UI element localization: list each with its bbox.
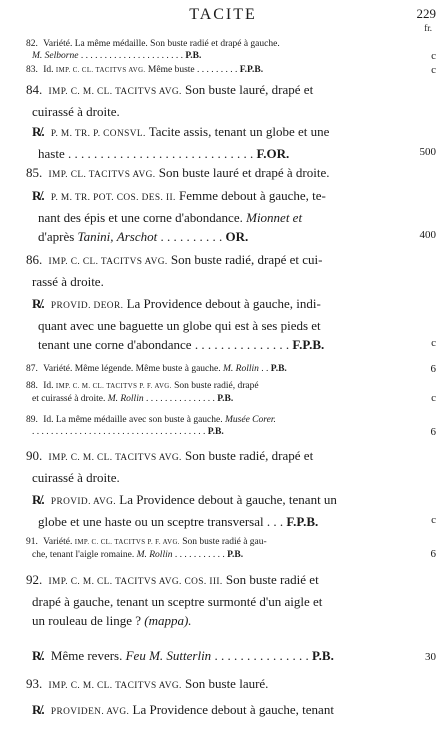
catalogue-entry-e84 xyxy=(26,80,396,121)
reverse-mark: R̸. xyxy=(32,702,45,717)
entry-text: Son buste lauré, drapé et xyxy=(185,82,314,97)
coin-legend: IMP. C. M. CL. TACITVS AVG. xyxy=(48,681,182,691)
collection-name: M. Selborne xyxy=(32,51,79,61)
entry-line xyxy=(32,122,394,144)
page-header xyxy=(0,0,446,34)
reverse-entry-r86 xyxy=(32,294,394,354)
entry-text: quant avec une baguette un globe qui est à ses pieds et xyxy=(38,318,321,333)
collection-name: M. Rollin xyxy=(107,394,144,404)
entry-text: Son buste radié à gau- xyxy=(182,537,267,547)
reverse-entry-r90 xyxy=(32,490,394,531)
entry-line xyxy=(26,80,396,102)
coin-grade: P.B. xyxy=(185,51,202,61)
coin-grade: F.P.B. xyxy=(286,514,319,529)
entry-line xyxy=(32,227,394,246)
entry-number: 87. xyxy=(26,364,38,374)
coin-price: 6 xyxy=(430,426,436,438)
coin-price: c xyxy=(431,64,436,76)
coin-grade: P.B. xyxy=(270,364,287,374)
catalogue-entry-e91 xyxy=(26,536,396,561)
catalogue-entry-e88 xyxy=(26,380,396,405)
coin-price: 30 xyxy=(425,651,436,663)
catalogue-entry-e85 xyxy=(26,163,396,185)
entry-line xyxy=(26,414,396,426)
entry-text: globe et une haste ou un sceptre transversal . . . xyxy=(38,514,284,529)
entry-text: Id. La même médaille avec son buste à gauche. xyxy=(43,415,223,425)
reverse-mark: R̸. xyxy=(32,648,45,663)
entry-text: Même revers. xyxy=(50,648,123,663)
entry-line xyxy=(26,272,396,291)
entry-line xyxy=(26,674,396,696)
coin-grade: P.B. xyxy=(207,427,224,437)
entry-text: Variété. Même légende. Même buste à gauche. xyxy=(43,364,221,374)
entry-text: Son buste lauré et drapé à droite. xyxy=(158,165,330,180)
dot-leader: . . . . . . . . . . . xyxy=(174,550,225,560)
coin-price: 6 xyxy=(430,363,436,375)
entry-line xyxy=(32,646,394,665)
dot-leader: . . . . . . . . . . . . . . . . . . . . . . . . . . . . . xyxy=(67,146,254,161)
entry-line xyxy=(26,592,396,611)
entry-line xyxy=(26,549,396,561)
entry-text: Même buste xyxy=(147,65,195,75)
entry-line xyxy=(26,446,396,468)
coin-grade: F.OR. xyxy=(256,146,290,161)
entry-line xyxy=(32,208,394,227)
entry-text: d'après xyxy=(38,229,75,244)
entry-text: La Providence debout à gauche, indi- xyxy=(126,296,321,311)
coin-legend: IMP. C. CL. TACITVS P. F. AVG. xyxy=(74,539,180,546)
reverse-entry-r93 xyxy=(32,700,394,722)
entry-number: 86. xyxy=(26,252,43,267)
coin-legend: PROVIDEN. AVG. xyxy=(50,707,130,717)
entry-line xyxy=(26,64,396,77)
entry-line xyxy=(26,468,396,487)
entry-line xyxy=(26,163,396,185)
entry-text: cuirassé à droite. xyxy=(32,470,120,485)
coin-legend: IMP. C. CL. TACITVS AVG. xyxy=(48,257,168,267)
page-title: TACITE xyxy=(189,6,257,23)
entry-text: La Providence debout à gauche, tenant un xyxy=(119,492,337,507)
collection-name: M. Rollin xyxy=(223,364,259,374)
entry-number: 88. xyxy=(26,381,38,391)
coin-legend: IMP. CL. TACITVS AVG. xyxy=(48,170,156,180)
dot-leader: . . . . . . . . . . xyxy=(160,229,223,244)
catalogue-entry-e89 xyxy=(26,414,396,438)
entry-number: 93. xyxy=(26,676,43,691)
coin-price: 400 xyxy=(419,229,436,241)
collection-name: Musée Corer. xyxy=(225,415,276,425)
currency-unit: fr. xyxy=(424,23,432,33)
coin-grade: P.B. xyxy=(227,550,244,560)
entry-line xyxy=(32,294,394,316)
collection-name: (mappa). xyxy=(144,613,192,628)
reverse-entry-r84 xyxy=(32,122,394,163)
entry-number: 82. xyxy=(26,39,38,49)
coin-grade: OR. xyxy=(225,229,249,244)
entry-number: 83. xyxy=(26,65,38,75)
coin-legend: IMP. C. M. CL. TACITVS P. F. AVG. xyxy=(55,383,172,390)
coin-price: c xyxy=(431,514,436,526)
coin-legend: IMP. C. M. CL. TACITVS AVG. COS. III. xyxy=(48,577,223,587)
entry-line xyxy=(32,144,394,163)
entry-line xyxy=(32,186,394,208)
dot-leader: . . . . . . . . . . . . . . . xyxy=(214,648,309,663)
coin-legend: PROVID. DEOR. xyxy=(50,301,124,311)
entry-line xyxy=(32,512,394,531)
entry-text: Son buste radié et xyxy=(225,572,319,587)
entry-line xyxy=(32,700,394,722)
entry-number: 92. xyxy=(26,572,43,587)
coin-legend: PROVID. AVG. xyxy=(50,497,117,507)
entry-line xyxy=(26,611,396,630)
coin-grade: F.P.B. xyxy=(239,65,264,75)
dot-leader: . . . . . . . . . . . . . . . xyxy=(194,337,290,352)
entry-line xyxy=(32,335,394,354)
entry-number: 89. xyxy=(26,415,38,425)
entry-text: Son buste radié, drapé xyxy=(174,381,259,391)
catalogue-entry-e86 xyxy=(26,250,396,291)
entry-text: Son buste radié, drapé et xyxy=(185,448,314,463)
entry-text: rassé à droite. xyxy=(32,274,104,289)
entry-line xyxy=(32,316,394,335)
reverse-entry-r92 xyxy=(32,646,394,665)
catalogue-entry-e87 xyxy=(26,363,396,375)
dot-leader: . . . . . . . . . xyxy=(197,65,238,75)
dot-leader: . . . . . . . . . . . . . . . xyxy=(145,394,215,404)
coin-grade: P.B. xyxy=(217,394,234,404)
entry-number: 85. xyxy=(26,165,43,180)
coin-price: c xyxy=(431,50,436,62)
collection-name: Tanini, xyxy=(77,229,114,244)
entry-text: Id. xyxy=(43,65,54,75)
reverse-entry-r85 xyxy=(32,186,394,246)
collection-name: Arschot xyxy=(116,229,158,244)
coin-grade: P.B. xyxy=(311,648,334,663)
catalogue-entry-e93 xyxy=(26,674,396,696)
entry-text: et cuirassé à droite. xyxy=(32,394,106,404)
entry-line xyxy=(32,490,394,512)
entry-text: Tacite assis, tenant un globe et une xyxy=(148,124,330,139)
collection-name: Feu M. Sutterlin xyxy=(125,648,212,663)
entry-text: nant des épis et une corne d'abondance. xyxy=(38,210,243,225)
catalogue-entry-e83 xyxy=(26,64,396,77)
entry-number: 91. xyxy=(26,537,38,547)
dot-leader: . . . . . . . . . . . . . . . . . . . . . . . . . . . . . . . . . . . . . xyxy=(32,427,206,437)
coin-price: 500 xyxy=(419,146,436,158)
entry-line xyxy=(26,50,396,62)
reverse-mark: R̸. xyxy=(32,296,45,311)
reverse-mark: R̸. xyxy=(32,492,45,507)
coin-grade: F.P.B. xyxy=(292,337,325,352)
entry-line xyxy=(26,38,396,50)
entry-line xyxy=(26,250,396,272)
coin-legend: IMP. C. M. CL. TACITVS AVG. xyxy=(48,453,182,463)
entry-line xyxy=(26,536,396,549)
entry-number: 84. xyxy=(26,82,43,97)
coin-legend: P. M. TR. POT. COS. DES. II. xyxy=(50,193,176,203)
entry-text: La Providence debout à gauche, tenant xyxy=(132,702,334,717)
reverse-mark: R̸. xyxy=(32,124,45,139)
dot-leader: . . xyxy=(261,364,269,374)
coin-legend: IMP. C. CL. TACITVS AVG. xyxy=(55,67,146,74)
page-number: 229 xyxy=(416,6,436,21)
entry-line xyxy=(26,363,396,375)
dot-leader: . . . . . . . . . . . . . . . . . . . . . . xyxy=(80,51,183,61)
coin-price: c xyxy=(431,337,436,349)
entry-line xyxy=(26,393,396,405)
entry-line xyxy=(26,102,396,121)
entry-text: un rouleau de linge ? xyxy=(32,613,142,628)
entry-text: Son buste radié, drapé et cui- xyxy=(170,252,323,267)
reverse-mark: R̸. xyxy=(32,188,45,203)
entry-line xyxy=(26,426,396,438)
entry-text: Variété. La même médaille. Son buste radié et drapé à gauche. xyxy=(43,39,280,49)
entry-text: Variété. xyxy=(43,537,73,547)
entry-line xyxy=(26,570,396,592)
coin-price: c xyxy=(431,392,436,404)
coin-legend: P. M. TR. P. CONSVL. xyxy=(50,129,146,139)
catalogue-entry-e82 xyxy=(26,38,396,62)
entry-text: che, tenant l'aigle romaine. xyxy=(32,550,135,560)
entry-text: Femme debout à gauche, te- xyxy=(178,188,326,203)
entry-text: cuirassé à droite. xyxy=(32,104,120,119)
entry-number: 90. xyxy=(26,448,43,463)
catalogue-entry-e92 xyxy=(26,570,396,630)
entry-text: drapé à gauche, tenant un sceptre surmonté d'un aigle et xyxy=(32,594,323,609)
collection-name: M. Rollin xyxy=(136,550,173,560)
coin-price: 6 xyxy=(430,548,436,560)
coin-legend: IMP. C. M. CL. TACITVS AVG. xyxy=(48,87,182,97)
catalogue-entry-e90 xyxy=(26,446,396,487)
entry-text: Son buste lauré. xyxy=(185,676,269,691)
entry-text: haste xyxy=(38,146,65,161)
entry-text: tenant une corne d'abondance xyxy=(38,337,192,352)
entry-text: Id. xyxy=(43,381,54,391)
collection-name: Mionnet et xyxy=(246,210,303,225)
entry-line xyxy=(26,380,396,393)
